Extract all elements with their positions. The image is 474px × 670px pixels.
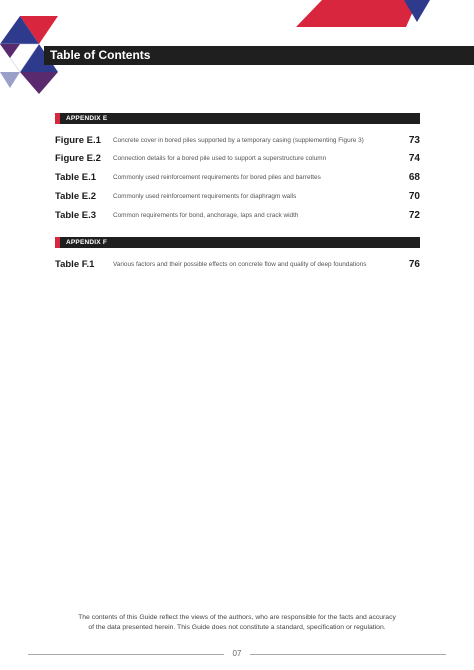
entry-desc: Concrete cover in bored piles supported by a temporary casing (supplementing Figure 3) (113, 137, 364, 144)
footer-divider-left (28, 654, 224, 655)
entry-page: 74 (408, 153, 420, 164)
page-title: Table of Contents (50, 48, 151, 62)
section-accent (55, 113, 60, 124)
section-label: APPENDIX F (66, 239, 108, 246)
entry-ref: Figure E.2 (55, 153, 101, 164)
entry-page: 70 (408, 191, 420, 202)
entry-ref: Table F.1 (55, 259, 95, 270)
disclaimer-line-2: of the data presented herein. This Guide does not constitute a standard, specification or regulation. (88, 624, 386, 631)
entry-desc: Various factors and their possible effects on concrete flow and quality of deep foundations (113, 261, 367, 268)
toc-entry-figure-e2[interactable] (55, 152, 420, 166)
entry-page: 76 (408, 259, 420, 270)
entry-page: 73 (408, 135, 420, 146)
toc-entry-table-e3[interactable] (55, 209, 420, 223)
footer-divider-right (250, 654, 446, 655)
toc-entry-table-e2[interactable] (55, 190, 420, 204)
section-header-appendix-e (55, 113, 420, 124)
section-accent (55, 237, 60, 248)
page-number: 07 (232, 649, 242, 658)
toc-entry-figure-e1[interactable] (55, 134, 420, 148)
toc-entry-table-e1[interactable] (55, 171, 420, 185)
entry-desc: Commonly used reinforcement requirements for bored piles and barrettes (113, 174, 321, 181)
entry-desc: Common requirements for bond, anchorage, laps and crack width (113, 212, 299, 219)
toc-entry-table-f1[interactable] (55, 258, 420, 272)
entry-ref: Table E.3 (55, 210, 97, 221)
entry-ref: Figure E.1 (55, 135, 101, 146)
entry-ref: Table E.1 (55, 172, 97, 183)
entry-ref: Table E.2 (55, 191, 97, 202)
decorative-triangles-right (296, 0, 436, 30)
disclaimer-line-1: The contents of this Guide reflect the views of the authors, who are responsible for the facts and accuracy (78, 614, 396, 621)
entry-page: 72 (408, 210, 420, 221)
section-header-appendix-f (55, 237, 420, 248)
entry-page: 68 (408, 172, 420, 183)
section-label: APPENDIX E (66, 115, 108, 122)
disclaimer (60, 613, 414, 633)
entry-desc: Connection details for a bored pile used to support a superstructure column (113, 155, 327, 162)
entry-desc: Commonly used reinforcement requirements for diaphragm walls (113, 193, 297, 200)
